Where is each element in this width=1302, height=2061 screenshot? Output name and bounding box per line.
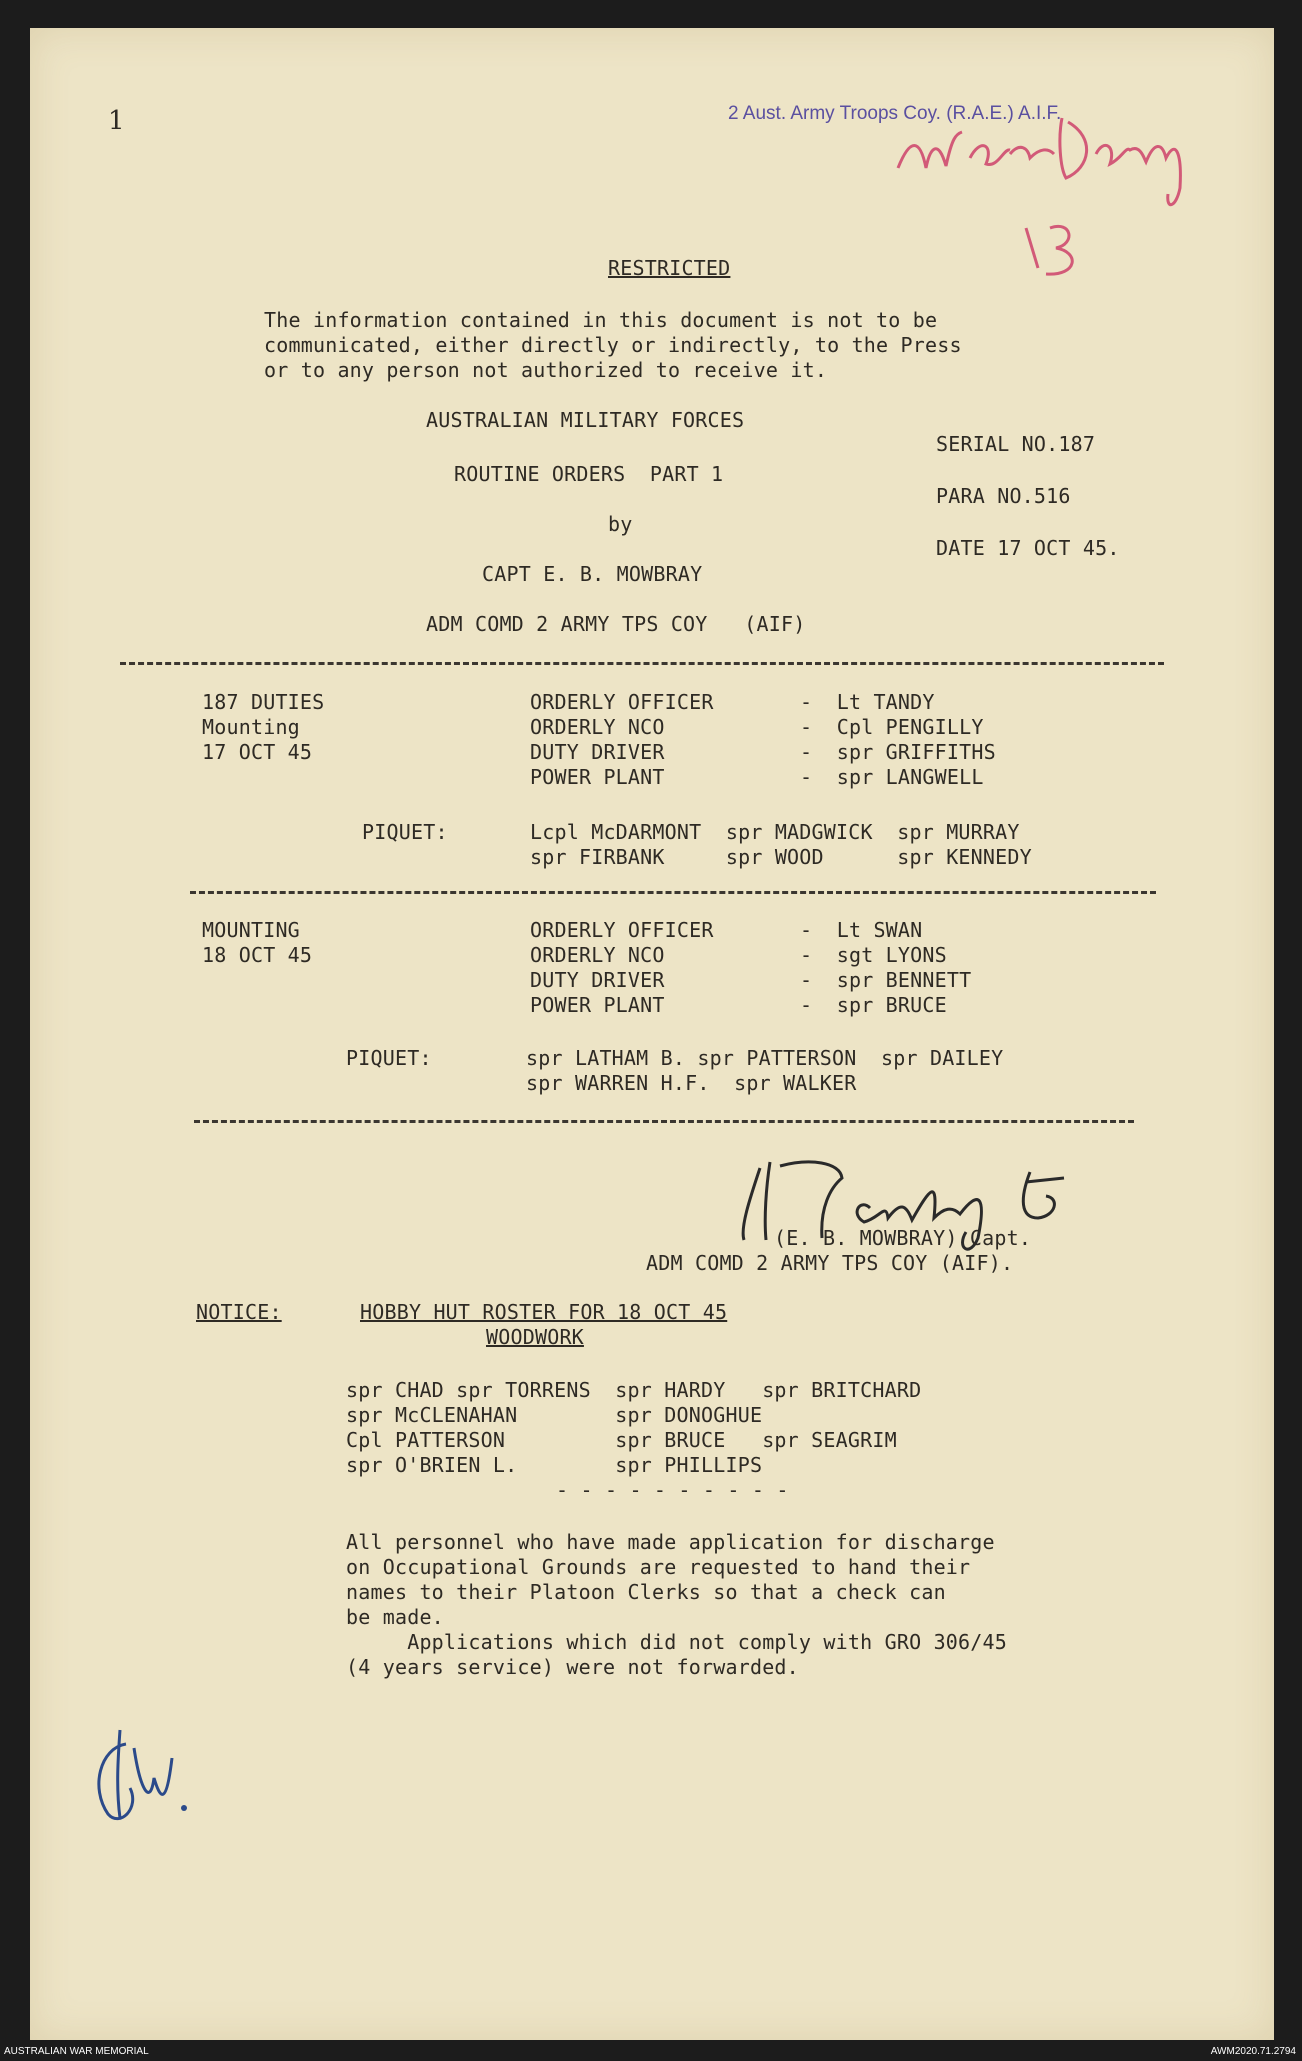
organisation: AUSTRALIAN MILITARY FORCES xyxy=(426,408,745,432)
duty-assignee: - spr GRIFFITHS xyxy=(800,740,996,764)
restriction-notice-line: communicated, either directly or indirectly, to the Press xyxy=(264,333,962,357)
para-number: PARA NO.516 xyxy=(936,484,1071,508)
notice-heading: HOBBY HUT ROSTER FOR 18 OCT 45 xyxy=(360,1300,728,1324)
duty-assignee: - spr BENNETT xyxy=(800,968,972,992)
issuing-unit: ADM COMD 2 ARMY TPS COY (AIF) xyxy=(426,612,806,636)
restriction-notice-line: or to any person not authorized to receive it. xyxy=(264,358,828,382)
duty-assignee: - Cpl PENGILLY xyxy=(800,715,984,739)
piquet-names: spr FIRBANK spr WOOD spr KENNEDY xyxy=(530,845,1032,869)
duties-label: Mounting xyxy=(202,715,300,739)
duty-role: ORDERLY OFFICER xyxy=(530,918,714,942)
duties-label: MOUNTING xyxy=(202,918,300,942)
notice-paragraph-line: Applications which did not comply with GRO 306/45 xyxy=(346,1630,1008,1654)
signatory-title: ADM COMD 2 ARMY TPS COY (AIF). xyxy=(646,1251,1014,1275)
serial-number: SERIAL NO.187 xyxy=(936,432,1096,456)
archive-reference: AWM2020.71.2794 xyxy=(1210,2046,1296,2057)
duty-role: ORDERLY NCO xyxy=(530,715,665,739)
corner-mark: 1 xyxy=(108,106,125,136)
archive-credit: AUSTRALIAN WAR MEMORIAL xyxy=(4,2046,149,2057)
piquet-names: spr WARREN H.F. spr WALKER xyxy=(526,1071,857,1095)
piquet-names: Lcpl McDARMONT spr MADGWICK spr MURRAY xyxy=(530,820,1020,844)
duty-assignee: - spr BRUCE xyxy=(800,993,947,1017)
piquet-label: PIQUET: xyxy=(362,820,448,844)
restriction-notice-line: The information contained in this document is not to be xyxy=(264,308,938,332)
piquet-label: PIQUET: xyxy=(346,1046,432,1070)
duties-label: 187 DUTIES xyxy=(202,690,325,714)
notice-label: NOTICE: xyxy=(196,1300,282,1324)
notice-paragraph-line: names to their Platoon Clerks so that a check can xyxy=(346,1580,946,1604)
roster-row: spr McCLENAHAN spr DONOGHUE xyxy=(346,1403,763,1427)
order-date: DATE 17 OCT 45. xyxy=(936,536,1120,560)
roster-row: spr CHAD spr TORRENS spr HARDY spr BRITCHARD xyxy=(346,1378,922,1402)
section-divider xyxy=(120,662,1164,665)
roster-row: Cpl PATTERSON spr BRUCE spr SEAGRIM xyxy=(346,1428,897,1452)
notice-subheading: WOODWORK xyxy=(486,1325,584,1349)
duty-role: POWER PLANT xyxy=(530,993,665,1017)
issuing-officer: CAPT E. B. MOWBRAY xyxy=(482,562,703,586)
signatory-name: (E. B. MOWBRAY) Capt. xyxy=(774,1226,1032,1250)
document-page xyxy=(30,28,1274,2040)
notice-paragraph-line: on Occupational Grounds are requested to hand their xyxy=(346,1555,971,1579)
classification-heading: RESTRICTED xyxy=(608,256,731,280)
war-diary-annotation xyxy=(890,98,1250,298)
duty-assignee: - sgt LYONS xyxy=(800,943,947,967)
duties-date: 17 OCT 45 xyxy=(202,740,313,764)
piquet-names: spr LATHAM B. spr PATTERSON spr DAILEY xyxy=(526,1046,1004,1070)
duty-role: ORDERLY OFFICER xyxy=(530,690,714,714)
duty-role: DUTY DRIVER xyxy=(530,740,665,764)
by-line: by xyxy=(608,512,633,536)
roster-row: spr O'BRIEN L. spr PHILLIPS xyxy=(346,1453,763,1477)
duty-assignee: - Lt TANDY xyxy=(800,690,935,714)
section-divider xyxy=(194,1120,1134,1123)
document-title: ROUTINE ORDERS PART 1 xyxy=(454,462,724,486)
handwritten-initials xyxy=(80,1718,210,1838)
duty-role: POWER PLANT xyxy=(530,765,665,789)
duties-date: 18 OCT 45 xyxy=(202,943,313,967)
section-divider xyxy=(190,891,1156,894)
unit-stamp: 2 Aust. Army Troops Coy. (R.A.E.) A.I.F. xyxy=(728,103,1062,124)
notice-paragraph-line: be made. xyxy=(346,1605,444,1629)
notice-paragraph-line: All personnel who have made application for discharge xyxy=(346,1530,995,1554)
notice-paragraph-line: (4 years service) were not forwarded. xyxy=(346,1655,799,1679)
duty-role: DUTY DRIVER xyxy=(530,968,665,992)
duty-assignee: - Lt SWAN xyxy=(800,918,923,942)
duty-assignee: - spr LANGWELL xyxy=(800,765,984,789)
duty-role: ORDERLY NCO xyxy=(530,943,665,967)
roster-divider: - - - - - - - - - - xyxy=(556,1478,789,1502)
